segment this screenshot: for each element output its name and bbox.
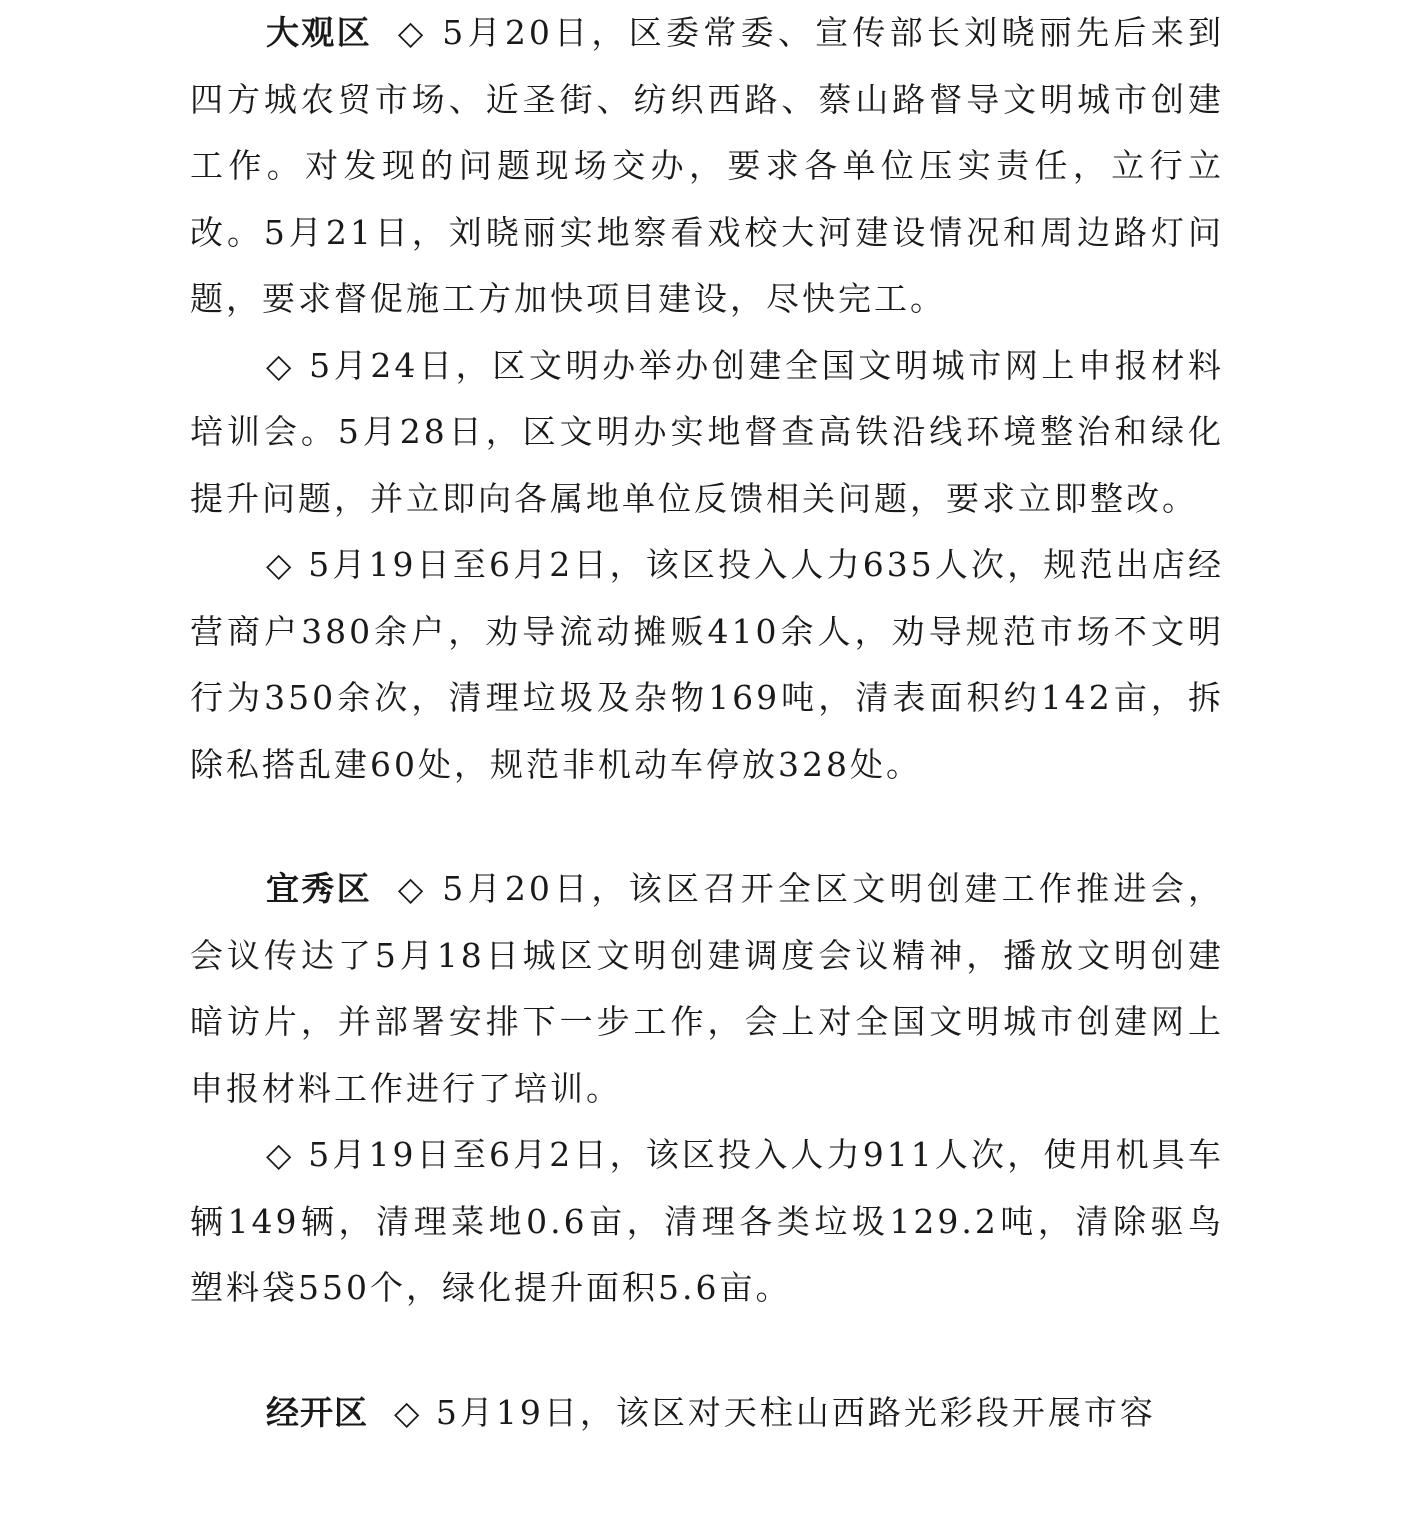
- paragraph-text: ◇ 5月20日，该区召开全区文明创建工作推进会，会议传达了5月18日城区文明创建调度会议精神，播放文明创建暗访片，并部署安排下一步工作，会上对全国文明城市创建网上申报材料工作进行了培训。: [190, 869, 1224, 1108]
- paragraph: [190, 1122, 1224, 1322]
- paragraph: [190, 333, 1224, 533]
- district-heading: 经开区: [266, 1392, 368, 1432]
- section-spacer: [190, 798, 1224, 856]
- paragraph-text: ◇ 5月19日至6月2日，该区投入人力635人次，规范出店经营商户380余户，劝导流动摊贩410余人，劝导规范市场不文明行为350余次，清理垃圾及杂物169吨，清表面积约142亩，拆除私搭乱建60处，规范非机动车停放328处。: [190, 545, 1224, 784]
- paragraph-text: ◇ 5月24日，区文明办举办创建全国文明城市网上申报材料培训会。5月28日，区文明办实地督查高铁沿线环境整治和绿化提升问题，并立即向各属地单位反馈相关问题，要求立即整改。: [190, 345, 1224, 518]
- district-heading: 大观区: [266, 13, 372, 52]
- paragraph: [190, 856, 1224, 1122]
- paragraph-text: ◇ 5月19日至6月2日，该区投入人力911人次，使用机具车辆149辆，清理菜地0.6亩，清理各类垃圾129.2吨，清除驱鸟塑料袋550个，绿化提升面积5.6亩。: [190, 1135, 1224, 1307]
- district-heading: 宜秀区: [266, 869, 372, 908]
- section-spacer: [190, 1322, 1224, 1380]
- paragraph: [190, 532, 1224, 798]
- paragraph-text: ◇ 5月20日，区委常委、宣传部长刘晓丽先后来到四方城农贸市场、近圣街、纺织西路、蔡山路督导文明城市创建工作。对发现的问题现场交办，要求各单位压实责任，立行立改。5月21日，刘晓丽实地察看戏校大河建设情况和周边路灯问题，要求督促施工方加快项目建设，尽快完工。: [190, 13, 1224, 318]
- paragraph: [190, 0, 1224, 333]
- section-jingkai: [190, 1380, 1224, 1447]
- paragraph-text: ◇ 5月19日，该区对天柱山西路光彩段开展市容: [394, 1392, 1156, 1432]
- paragraph: [190, 1380, 1224, 1447]
- section-yixiu: [190, 856, 1224, 1322]
- document-page: [190, 0, 1224, 1536]
- section-daguan: [190, 0, 1224, 798]
